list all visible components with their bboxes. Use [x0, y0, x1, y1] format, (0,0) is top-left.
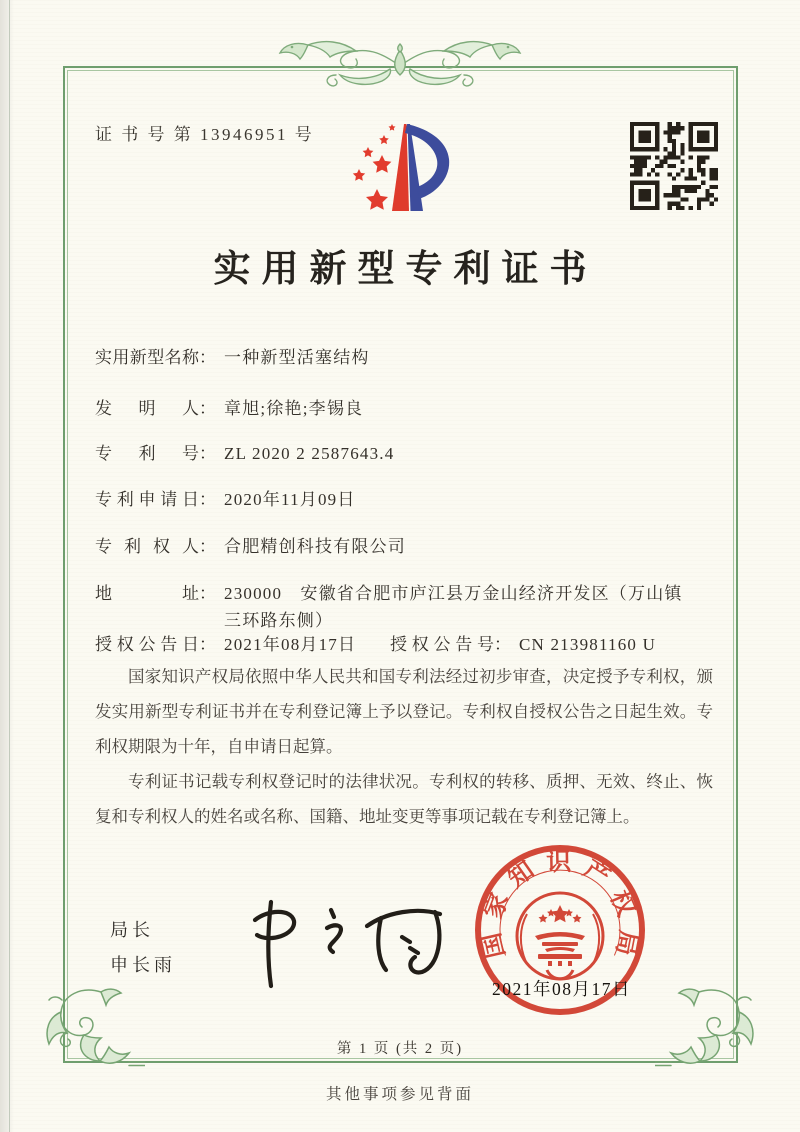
- field-value: 230000 安徽省合肥市庐江县万金山经济开发区（万山镇三环路东侧）: [224, 584, 683, 630]
- grant-date: 2021年08月17日: [224, 635, 357, 654]
- page-edge-shadow: [0, 0, 14, 1132]
- document-title: 实用新型专利证书: [213, 249, 598, 290]
- commissioner-title: 局长: [110, 920, 154, 940]
- page-edge-line: [9, 0, 10, 1132]
- field-value: 2020年11月09日: [224, 490, 356, 509]
- field-row-patentee: 专利权人： 合肥精创科技有限公司: [95, 533, 715, 560]
- commissioner-name: 申长雨: [110, 955, 176, 975]
- paragraph-register-statement: 专利证书记载专利权登记时的法律状况。专利权的转移、质押、无效、终止、恢复和专利权人的姓名或名称、国籍、地址变更等事项记载在专利登记簿上。: [95, 772, 713, 826]
- seal-date: 2021年08月17日: [492, 979, 631, 999]
- field-row-inventors: 发明人： 章旭;徐艳;李锡良: [95, 395, 715, 422]
- legal-paragraphs: [95, 659, 713, 834]
- field-value: 合肥精创科技有限公司: [224, 537, 406, 556]
- paragraph-grant-statement: 国家知识产权局依照中华人民共和国专利法经过初步审查，决定授予专利权，颁发实用新型专利证书并在专利登记簿上予以登记。专利权自授权公告之日起生效。专利权期限为十年，自申请日起算。: [95, 667, 713, 756]
- field-row-filing-date: 专利申请日： 2020年11月09日: [95, 486, 715, 513]
- grant-number: CN 213981160 U: [519, 635, 657, 654]
- top-flourish-ornament: [270, 34, 530, 98]
- certificate-number: 证 书 号 第 13946951 号: [95, 125, 315, 144]
- qr-code: [630, 122, 718, 210]
- field-label: 专利权人: [95, 537, 199, 556]
- field-label: 地址: [95, 584, 199, 603]
- field-row-patent-number: 专利号： ZL 2020 2 2587643.4: [95, 440, 715, 467]
- back-side-note: 其他事项参见背面: [325, 1086, 474, 1103]
- bottom-left-flourish: [41, 986, 145, 1072]
- field-value: 章旭;徐艳;李锡良: [224, 399, 364, 418]
- bottom-right-flourish: [655, 986, 759, 1072]
- field-row-grant: 授权公告日： 2021年08月17日 授权公告号： CN 213981160 U: [95, 631, 715, 658]
- field-label: 授权公告号: [390, 635, 494, 654]
- field-row-address: 地址： 230000 安徽省合肥市庐江县万金山经济开发区（万山镇三环路东侧）: [95, 580, 715, 634]
- cnipa-logo-icon: [343, 111, 481, 223]
- field-row-name: 实用新型名称： 一种新型活塞结构: [95, 344, 715, 371]
- field-value: 一种新型活塞结构: [224, 348, 370, 367]
- field-label: 专利号: [95, 444, 199, 463]
- page-number: 第 1 页 (共 2 页): [336, 1041, 464, 1057]
- field-label: 实用新型名称: [95, 348, 199, 367]
- signature-handwriting: [235, 880, 450, 995]
- field-label: 专利申请日: [95, 490, 199, 509]
- grant-number-pair: 授权公告号： CN 213981160 U: [390, 631, 656, 658]
- field-label: 发明人: [95, 399, 199, 418]
- field-label: 授权公告日: [95, 635, 199, 654]
- field-value: ZL 2020 2 2587643.4: [224, 444, 395, 463]
- seal-text: 国家知识产权局: [478, 848, 642, 961]
